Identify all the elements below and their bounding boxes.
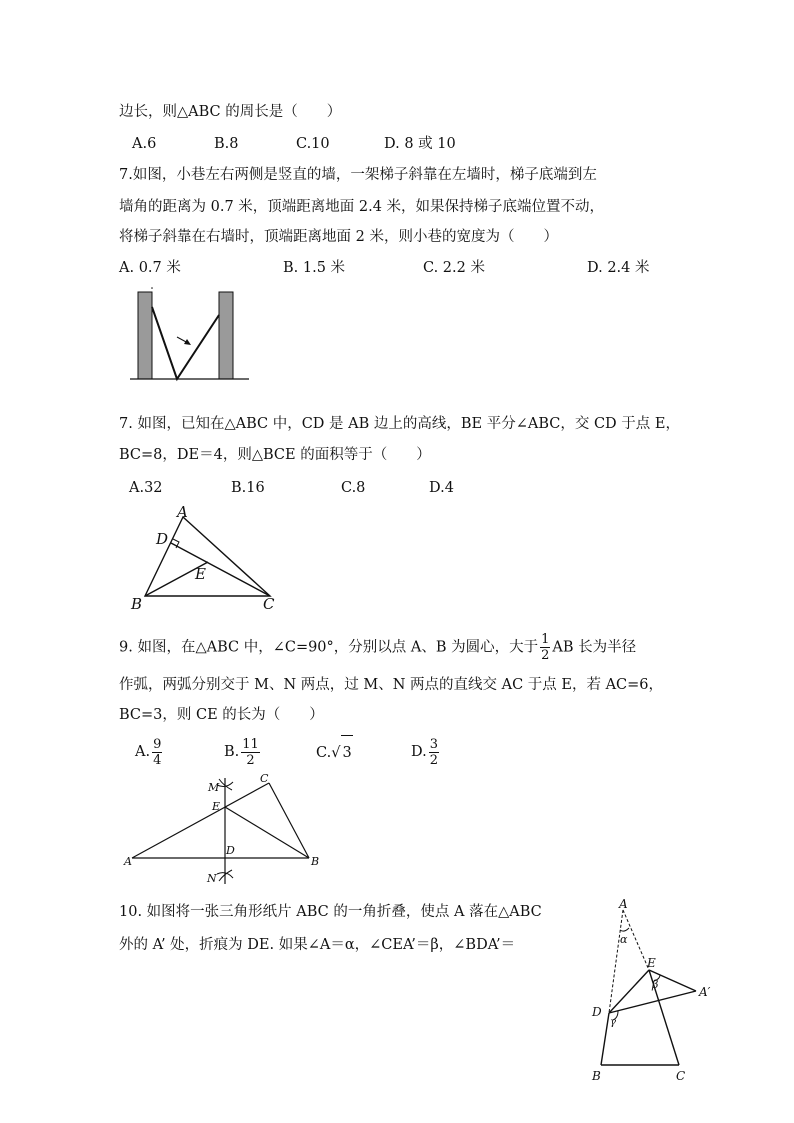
label-b: B: [311, 855, 320, 868]
label-a: A: [177, 503, 188, 521]
alpha-arc: [620, 928, 629, 931]
q6-text-tail: 边长，则△ABC 的周长是（ ）: [119, 104, 342, 120]
q9-line-1-a: 9. 如图，在△ABC 中，∠C=90°，分别以点 A、B 为圆心，大于: [119, 639, 539, 656]
q9-option-b: B. $\frac{11}{2}$: [224, 736, 259, 768]
q7b-option-a: A.32: [129, 480, 163, 496]
q7a-line-2: 墙角的距离为 0.7 米，顶端距离地面 2.4 米，如果保持梯子底端位置不动，: [119, 199, 605, 215]
label-d: D: [156, 530, 169, 548]
left-wall: [138, 292, 152, 379]
label-alpha: α: [620, 933, 628, 946]
q9-line-3: BC=3，则 CE 的长为（ ）: [119, 707, 324, 723]
label-a-prime: A′: [699, 985, 711, 999]
q7b-option-b: B.16: [231, 480, 265, 496]
q9-half-fraction: $\frac{1}{2}$: [541, 632, 550, 663]
label-gamma: γ: [610, 1017, 616, 1028]
q7b-option-c: C.8: [341, 480, 366, 496]
side-db: [601, 1013, 609, 1065]
q9-line-2: 作弧，两弧分别交于 M、N 两点，过 M、N 两点的直线交 AC 于点 E，若 AC=6，: [119, 677, 664, 693]
label-m: M: [208, 781, 220, 794]
label-d: D: [592, 1005, 602, 1019]
q6-option-d: D. 8 或 10: [384, 136, 456, 152]
label-n: N: [207, 872, 217, 885]
q9-line-1-b: AB 长为半径: [552, 639, 637, 656]
q7a-line-1: 7.如图，小巷左右两侧是竖直的墙，一架梯子斜靠在左墙时，梯子底端到左: [119, 167, 597, 183]
q10-line-1: 10. 如图将一张三角形纸片 ABC 的一角折叠，使点 A 落在△ABC: [119, 904, 542, 920]
label-e: E: [212, 800, 221, 813]
label-e: E: [647, 956, 656, 970]
side-ac: [132, 783, 269, 858]
q9-option-a: A. $\frac{9}{4}$: [135, 736, 162, 768]
label-b: B: [131, 595, 143, 613]
q7b-option-d: D.4: [429, 480, 454, 496]
segment-eb: [225, 807, 309, 858]
q10-line-2: 外的 A’ 处，折痕为 DE. 如果∠A＝α，∠CEA’＝β，∠BDA’＝: [119, 937, 516, 953]
q9-option-c: C.√ 3: [316, 735, 353, 770]
label-a: A: [619, 897, 628, 911]
label-d: D: [226, 844, 235, 857]
q7a-line-3: 将梯子斜靠在右墙时，顶端距离地面 2 米，则小巷的宽度为（ ）: [119, 229, 558, 245]
label-c: C: [263, 595, 275, 613]
label-beta: β: [652, 978, 659, 991]
q6-option-b: B.8: [214, 136, 239, 152]
label-c: C: [260, 772, 269, 785]
side-bc: [269, 783, 309, 858]
q6-option-c: C.10: [296, 136, 330, 152]
fold-figure-q10: [580, 895, 730, 1090]
label-c: C: [676, 1069, 686, 1083]
triangle-figure-q7b: [125, 505, 285, 615]
q9-option-d: D. $\frac{3}{2}$: [411, 736, 438, 768]
q7a-option-a: A. 0.7 米: [119, 260, 181, 276]
arrow-head-icon: [184, 339, 191, 345]
q7b-line-1: 7. 如图，已知在△ABC 中，CD 是 AB 边上的高线，BE 平分∠ABC，交 CD 于点 E，: [119, 416, 680, 432]
label-b: B: [592, 1069, 601, 1083]
label-e: E: [195, 565, 206, 583]
q6-option-a: A.6: [132, 136, 157, 152]
q7a-option-b: B. 1.5 米: [283, 260, 346, 276]
triangle-abc: [145, 517, 270, 596]
q7a-option-d: D. 2.4 米: [587, 260, 650, 276]
right-wall: [219, 292, 233, 379]
ladder-figure: [125, 285, 255, 385]
q7a-option-c: C. 2.2 米: [423, 260, 485, 276]
dashed-ad: [609, 910, 623, 1013]
label-a: A: [124, 855, 132, 868]
q9-line-1: [119, 632, 636, 663]
dot-mark: [151, 287, 153, 289]
q7b-line-2: BC=8，DE＝4，则△BCE 的面积等于（ ）: [119, 447, 431, 463]
fold-da: [609, 991, 696, 1013]
crease-de: [609, 970, 649, 1013]
triangle-figure-q9: [120, 770, 330, 890]
